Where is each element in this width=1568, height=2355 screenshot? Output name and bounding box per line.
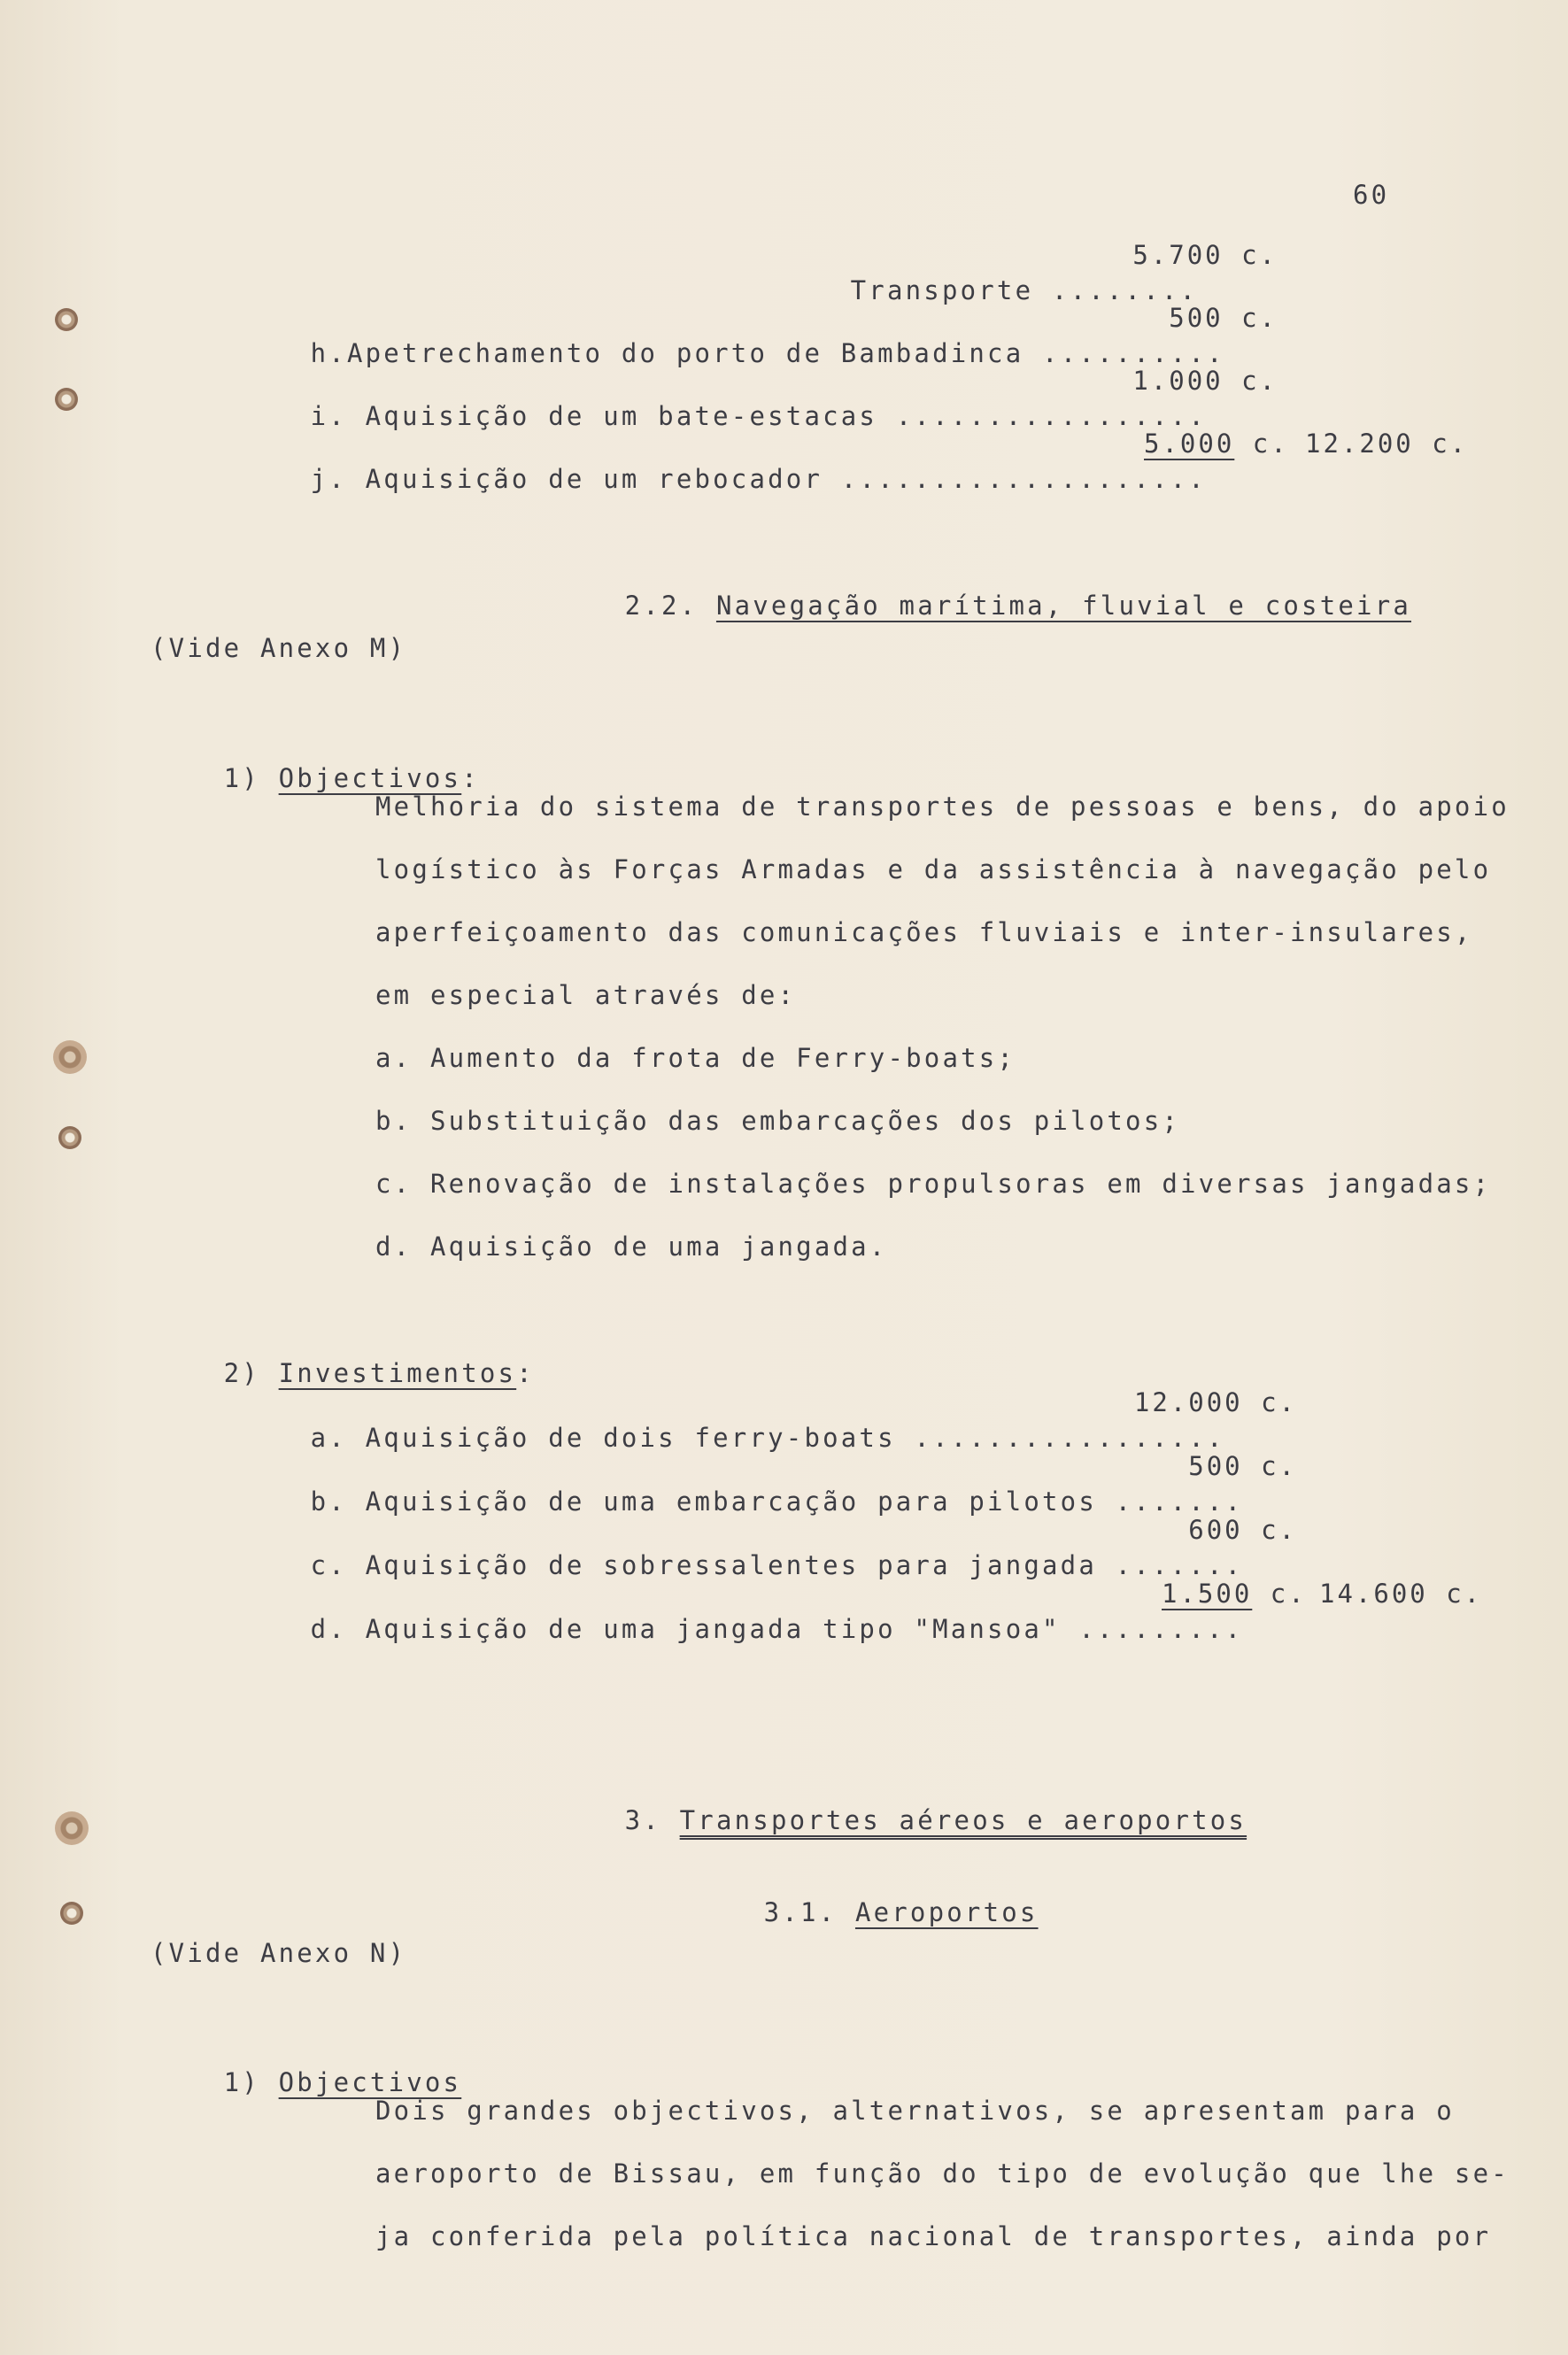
- item-text: d. Aquisição de uma jangada tipo "Mansoa": [310, 1614, 1061, 1644]
- paragraph-line: logístico às Forças Armadas e da assistência à navegação pelo: [375, 854, 1492, 884]
- leader-dots: .................: [914, 1423, 1225, 1453]
- binder-hole: [60, 1902, 83, 1925]
- item-value: 500 c.: [1169, 303, 1278, 333]
- section-number: 3.1.: [763, 1897, 838, 1927]
- list-item: a. Aumento da frota de Ferry-boats;: [375, 1043, 1016, 1073]
- item-text: h.Apetrechamento do porto de Bambadinca: [310, 338, 1024, 368]
- leader-dots: .........: [1078, 1614, 1244, 1644]
- binder-hole: [55, 308, 78, 331]
- paragraph-line: aperfeiçoamento das comunicações fluviais e inter-insulares,: [375, 917, 1473, 947]
- item-text: j. Aquisição de um rebocador: [310, 464, 823, 494]
- heading-prefix: 1): [223, 2067, 279, 2097]
- list-item: [237, 426, 1207, 532]
- heading-label: Objectivos: [278, 763, 462, 793]
- heading-suffix: :: [461, 763, 480, 793]
- paragraph-line: em especial através de:: [375, 980, 797, 1010]
- list-item: c. Renovação de instalações propulsoras em diversas jangadas;: [375, 1169, 1492, 1199]
- section-number: 2.2.: [624, 591, 699, 621]
- section-title: Transportes aéreos e aeroportos: [679, 1805, 1247, 1835]
- item-value-unit: c.: [1234, 429, 1289, 459]
- section-title: Navegação marítima, fluvial e costeira: [715, 591, 1412, 621]
- transport-value: 5.700 c.: [1132, 240, 1278, 270]
- item-text: i. Aquisição de um bate-estacas: [310, 401, 878, 431]
- leader-dots: ....................: [840, 464, 1207, 494]
- subtotal-value: 14.600 c.: [1319, 1579, 1483, 1609]
- heading-label: Investimentos: [278, 1358, 517, 1388]
- section-heading: [552, 552, 1411, 659]
- item-value-number: 5.000: [1144, 429, 1235, 459]
- list-item: d. Aquisição de uma jangada.: [375, 1232, 888, 1262]
- item-value: [1162, 1576, 1307, 1611]
- item-value: [1144, 426, 1289, 461]
- item-value-number: 1.500: [1162, 1579, 1253, 1609]
- item-text: c. Aquisição de sobressalentes para jangada: [310, 1550, 1097, 1580]
- item-value-unit: c.: [1252, 1579, 1307, 1609]
- item-text: b. Aquisição de uma embarcação para pilotos: [310, 1486, 1097, 1517]
- heading-suffix: :: [516, 1358, 535, 1388]
- heading-label: Objectivos: [278, 2067, 462, 2097]
- leader-dots: .................: [895, 401, 1207, 431]
- annex-reference: (Vide Anexo N): [151, 1938, 407, 1968]
- subtotal-value: 12.200 c.: [1305, 429, 1469, 459]
- list-item: [237, 1576, 1243, 1682]
- paragraph-line: ja conferida pela política nacional de transportes, ainda por: [375, 2221, 1492, 2251]
- binder-hole: [53, 1040, 87, 1074]
- binder-hole: [55, 1811, 89, 1845]
- section-heading: [552, 1767, 1247, 1873]
- annex-reference: (Vide Anexo M): [151, 633, 407, 663]
- binder-hole: [55, 388, 78, 411]
- transport-label: Transporte: [850, 275, 1034, 305]
- item-value: 600 c.: [1188, 1515, 1297, 1545]
- section-title: Aeroportos: [854, 1897, 1039, 1927]
- leader-dots: ..........: [1042, 338, 1225, 368]
- binder-hole: [58, 1126, 81, 1149]
- section-heading: [691, 1859, 1039, 1965]
- heading-prefix: 1): [223, 763, 279, 793]
- heading-prefix: 2): [223, 1358, 279, 1388]
- paragraph-line: aeroporto de Bissau, em função do tipo de evolução que lhe se-: [375, 2158, 1510, 2189]
- paragraph-line: Melhoria do sistema de transportes de pessoas e bens, do apoio: [375, 791, 1510, 822]
- page-number: 60: [1353, 180, 1390, 210]
- item-text: a. Aquisição de dois ferry-boats: [310, 1423, 896, 1453]
- leader-dots: .......: [1115, 1550, 1244, 1580]
- item-value: 500 c.: [1188, 1451, 1297, 1481]
- paragraph-line: Dois grandes objectivos, alternativos, se apresentam para o: [375, 2096, 1455, 2126]
- leader-dots: .......: [1115, 1486, 1244, 1517]
- item-value: 12.000 c.: [1133, 1387, 1297, 1417]
- list-item: b. Substituição das embarcações dos pilotos;: [375, 1106, 1181, 1136]
- item-value: 1.000 c.: [1132, 366, 1278, 396]
- leader-dots: ........: [1051, 275, 1199, 305]
- section-number: 3.: [624, 1805, 661, 1835]
